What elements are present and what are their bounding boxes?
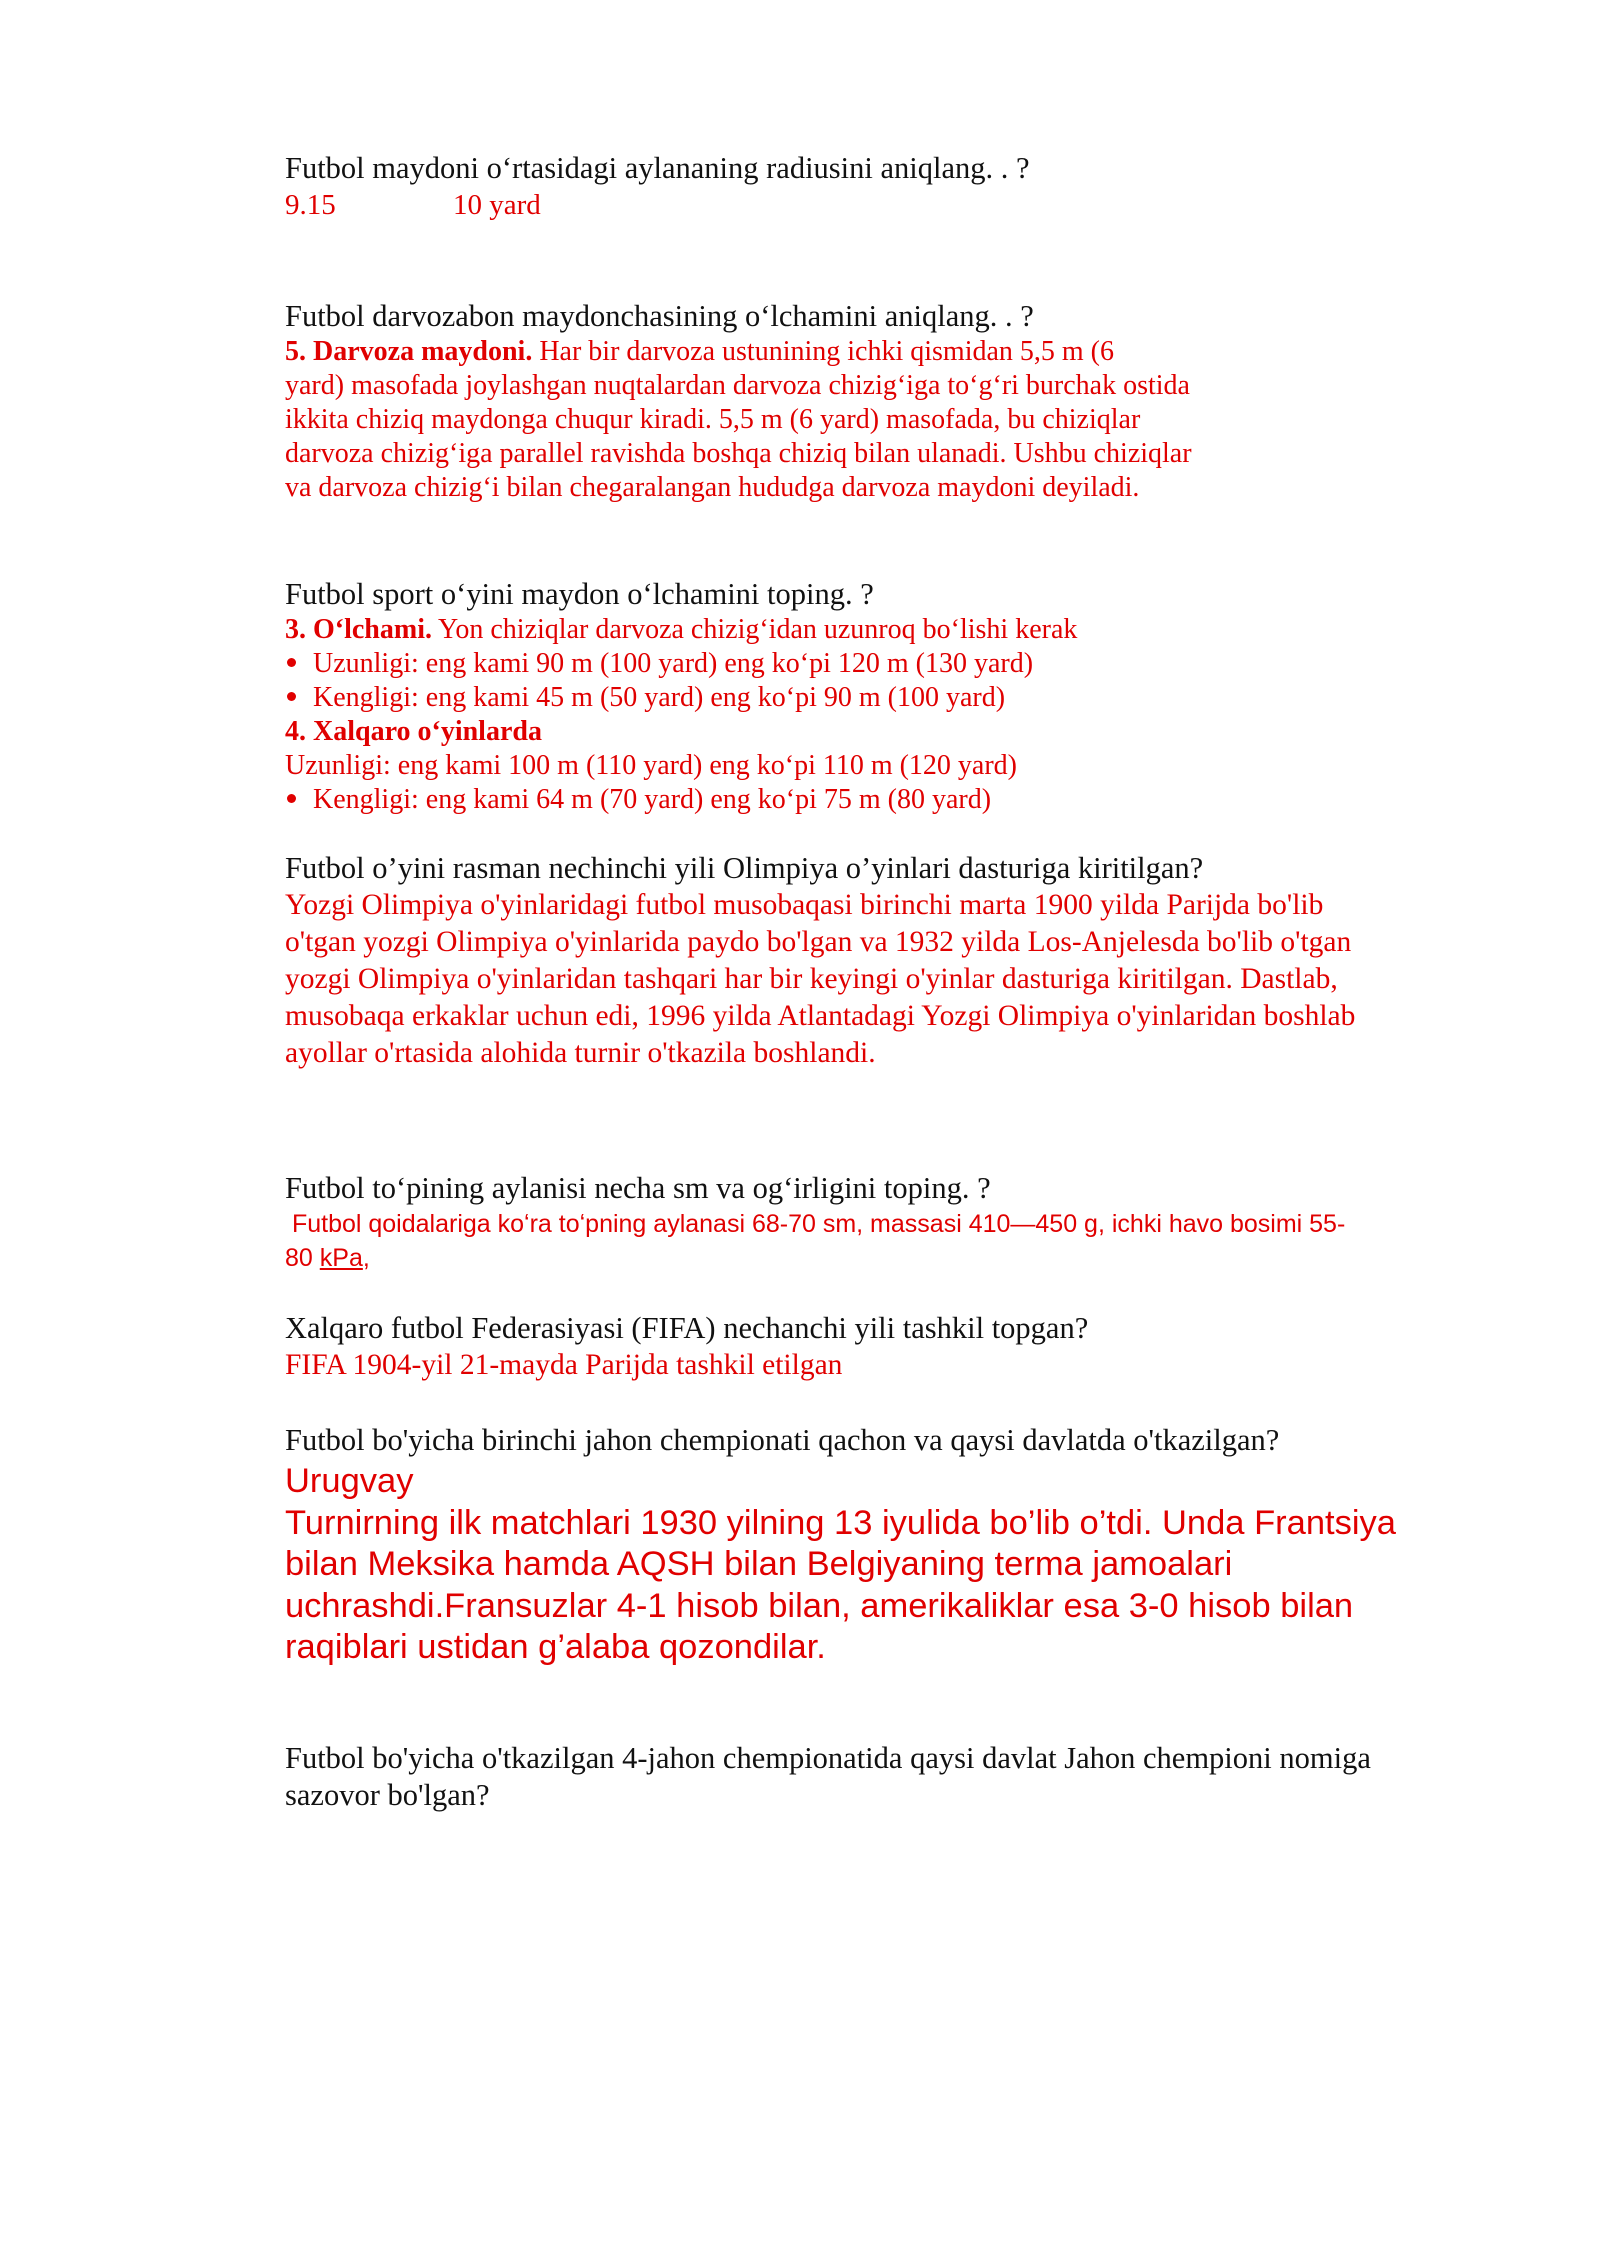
answer-line: Urugvay [285, 1462, 414, 1500]
section-circle-radius [285, 150, 1030, 224]
question-text: Futbol maydoni oʻrtasidagi aylananing radiusini aniqlang. . ? [285, 151, 1030, 185]
answer-line: Uzunligi: eng kami 100 m (110 yard) eng koʻpi 110 m (120 yard) [285, 750, 1017, 781]
answer-meters: 9.15 [285, 189, 336, 221]
answer-line: uchrashdi.Fransuzlar 4-1 hisob bilan, amerikaliklar esa 3-0 hisob bilan [285, 1586, 1354, 1625]
answer-line: yard) masofada joylashgan nuqtalardan darvoza chizigʻiga toʻgʻri burchak ostida [285, 370, 1190, 401]
answer-lead: 5. Darvoza maydoni. [285, 336, 533, 367]
question-text: Futbol darvozabon maydonchasining oʻlchamini aniqlang. . ? [285, 299, 1034, 333]
answer-paragraph [285, 1461, 1396, 1669]
answer-line: ayollar o'rtasida alohida turnir o'tkazila boshlandi. [285, 1037, 876, 1069]
answer-line: o'tgan yozgi Olimpiya o'yinlarida paydo bo'lgan va 1932 yilda Los-Anjelesda bo'lib o'tgan [285, 926, 1352, 958]
section-goal-area [285, 298, 1192, 505]
section-ball [285, 1170, 1345, 1275]
answer-line: ikkita chiziq maydonga chuqur kiradi. 5,5 m (6 yard) masofada, bu chiziqlar [285, 404, 1141, 435]
answer-lead: 3. Oʻlchami. [285, 614, 432, 645]
bullet-icon [287, 658, 296, 667]
question-text: Futbol bo'yicha o'tkazilgan 4-jahon chempionatida qaysi davlat Jahon chempioni nomiga [285, 1741, 1371, 1775]
answer-line: yozgi Olimpiya o'yinlaridan tashqari har bir keyingi o'yinlar dasturiga kiritilgan. Dastlab, [285, 963, 1338, 995]
answer-line: , [362, 1244, 370, 1272]
question-text: sazovor bo'lgan? [285, 1778, 490, 1812]
question-text: Futbol toʻpining aylanisi necha sm va ogʻirligini toping. ? [285, 1171, 991, 1205]
question-text: Xalqaro futbol Federasiyasi (FIFA) nechanchi yili tashkil topgan? [285, 1311, 1089, 1345]
answer-line: musobaqa erkaklar uchun edi, 1996 yilda Atlantadagi Yozgi Olimpiya o'yinlaridan boshlab [285, 1000, 1356, 1032]
answer-line: darvoza chizigʻiga parallel ravishda boshqa chiziq bilan ulanadi. Ushbu chiziqlar [285, 438, 1192, 469]
list-item-text: Uzunligi: eng kami 90 m (100 yard) eng koʻpi 120 m (130 yard) [313, 648, 1034, 679]
section-olympics [285, 850, 1355, 1072]
section-first-world-cup [285, 1422, 1396, 1669]
subheading: 4. Xalqaro oʻyinlarda [285, 716, 542, 747]
answer-paragraph [285, 887, 1355, 1072]
answer-paragraph [285, 1207, 1345, 1275]
list-item [285, 783, 1077, 817]
section-fifa [285, 1310, 1088, 1384]
bullet-icon [287, 692, 296, 701]
section-fourth-world-cup [285, 1740, 1371, 1814]
answer-line: Yozgi Olimpiya o'yinlaridagi futbol musobaqasi birinchi marta 1900 yilda Parijda bo'lib [285, 889, 1324, 921]
answer-line: Har bir darvoza ustunining ichki qismidan 5,5 m (6 [532, 336, 1114, 367]
answer-line: bilan Meksika hamda AQSH bilan Belgiyaning terma jamoalari [285, 1545, 1233, 1583]
list-item-text: Kengligi: eng kami 45 m (50 yard) eng koʻpi 90 m (100 yard) [313, 682, 1006, 713]
list-item-text: Kengligi: eng kami 64 m (70 yard) eng koʻpi 75 m (80 yard) [313, 784, 992, 815]
answer-paragraph [285, 613, 1077, 817]
answer-line: Futbol qoidalariga koʻra toʻpning aylanasi 68-70 sm, massasi 410—450 g, ichki havo bosimi 55- [285, 1210, 1346, 1238]
list-item [285, 681, 1077, 715]
question-text: Futbol o’yini rasman nechinchi yili Olimpiya o’yinlari dasturiga kiritilgan? [285, 851, 1204, 885]
question-text: Futbol sport oʻyini maydon oʻlchamini toping. ? [285, 577, 874, 611]
question-text: Futbol bo'yicha birinchi jahon chempionati qachon va qaysi davlatda o'tkazilgan? [285, 1423, 1280, 1457]
list-item [285, 647, 1077, 681]
answer-line: 80 [285, 1244, 320, 1272]
answer-line: Turnirning ilk matchlari 1930 yilning 13 iyulida bo’lib o’tdi. Unda Frantsiya [285, 1503, 1396, 1542]
section-field-size [285, 576, 1077, 817]
answer-yards: 10 yard [453, 189, 541, 221]
answer-line: Yon chiziqlar darvoza chizigʻidan uzunroq boʻlishi kerak [432, 614, 1078, 645]
answer-line: va darvoza chizigʻi bilan chegaralangan hududga darvoza maydoni deyiladi. [285, 472, 1140, 503]
kpa-link[interactable]: kPa [319, 1244, 363, 1272]
bullet-icon [287, 794, 296, 803]
answer-text: FIFA 1904-yil 21-mayda Parijda tashkil etilgan [285, 1349, 843, 1381]
answer-line: raqiblari ustidan g’alaba qozondilar. [285, 1628, 826, 1666]
answer-paragraph [285, 335, 1192, 505]
answer-row [285, 187, 1030, 224]
